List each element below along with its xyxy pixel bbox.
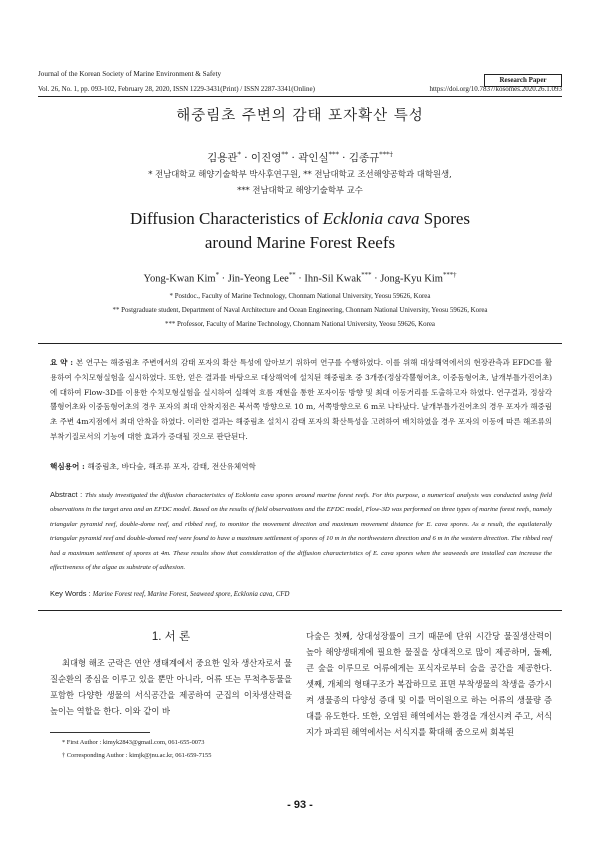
article-type-badge: Research Paper (484, 74, 562, 87)
english-title-line-1 (0, 209, 600, 229)
author-sup: *** (361, 272, 372, 279)
separator: · (288, 152, 299, 164)
keywords-label: Key Words : (50, 589, 93, 598)
separator: · (219, 273, 228, 285)
separator: · (338, 152, 349, 164)
english-abstract (50, 488, 552, 575)
abstract-text: This study investigated the diffusion characteristics of Ecklonia cava spores around marine forest reefs. For this purpose, a numerical analysis was conducted using field observations in the target area and an EFDC model. Based on the results of field observations and the EFDC model, Flow-3D was performed on three types of marine forest reefs, namely triangular pyramid reef, double-dome reef, and ribbed reef, to monitor the movement direction and maximum movement distance for E. cava spores. As a result, the equilaterally triangular pyramid reef and double-domed reef were found to have a maximum settlement of spores of 10 m in the northwestern direction and 6 m in the western direction. The ribbed reef had a maximum settlement of spores at 4m. These results show that consideration of the diffusion characteristics of E. cava spores when the seaweeds are installed can increase the effectiveness of the algae as substrate of adhesion. (50, 492, 552, 572)
body-column-left: 최대형 해조 군락은 연안 생태계에서 중요한 일차 생산자로서 물질순환의 중심을 이루고 있을 뿐만 아니라, 어류 또는 무척추동물을 포함한 다양한 생물의 서식공간을 제공하여 군집의 이차생산력을 높이는 역할을 한다. 이와 같이 바 (50, 658, 292, 716)
separator: · (240, 152, 251, 164)
keywords-text: Marine Forest reef, Marine Forest, Seaweed spore, Ecklonia cava, CFD (92, 591, 290, 598)
korean-keywords (50, 461, 256, 472)
title-text: Spores (419, 209, 471, 228)
author-name: Ihn-Sil Kwak (304, 273, 362, 285)
body-column-right: 다숲은 첫째, 상대성장률이 크기 때문에 단위 시간당 물질생산력이 높아 해양생태계에 필요한 물질을 상대적으로 많이 제공하며, 둘째, 큰 숲을 이루므로 어류에게는 포식자로부터 숨을 공간을 제공한다. 셋째, 개체의 형태구조가 복잡하므로 표면 부착생물의 착생을 증가시켜 생물종의 다양성 증대 및 이를 먹이원으로 하는 어류의 생물량 증대를 유도한다. 또한, 오염된 해역에서는 환경을 개선시켜 주고, 서식지가 파괴된 해역에서는 서식지를 확대해 줌으로써 회복된 (306, 631, 552, 737)
header-rule (38, 96, 562, 97)
author-name: Jin-Yeong Lee (227, 273, 289, 285)
korean-title: 해중림초 주변의 감태 포자확산 특성 (176, 108, 424, 124)
english-authors (0, 272, 600, 285)
korean-affiliation-2: *** 전남대학교 해양기술학부 교수 (237, 185, 363, 195)
doi-link[interactable]: https://doi.org/10.7837/kosomes.2020.26.1.093 (429, 85, 562, 93)
author-sup: * (215, 272, 219, 279)
section-heading: 1. 서 론 (151, 631, 191, 643)
english-affiliation-1: * Postdoc., Faculty of Marine Technology, Chonnam National University, Yeosu 59626, Korea (169, 293, 431, 300)
author-name: 이진영 (250, 152, 282, 164)
footnote-first-author: * First Author : kimyk2843@gmail.com, 061-655-0073 (62, 739, 205, 746)
volume-info: Vol. 26, No. 1, pp. 093-102, February 28, 2020, ISSN 1229-3431(Print) / ISSN 2287-3341(Online) (38, 85, 315, 93)
author-name: 곽인실 (298, 152, 329, 164)
journal-name: Journal of the Korean Society of Marine Environment & Safety (38, 70, 222, 78)
author-sup: * (237, 150, 241, 159)
abstract-label: 요 약 : (50, 358, 76, 367)
english-affiliation-3: *** Professor, Faculty of Marine Technology, Chonnam National University, Yeosu 59626, Korea (165, 321, 435, 328)
english-affiliation-2: ** Postgraduate student, Department of Naval Architecture and Ocean Engineering, Chonnam National University, Yeosu 59626, Korea (112, 307, 488, 314)
keywords-text: 해중림초, 바다숲, 해조류 포자, 감태, 전산유체역학 (87, 462, 256, 471)
korean-authors (0, 150, 600, 165)
korean-affiliation-1: * 전남대학교 해양기술학부 박사후연구원, ** 전남대학교 조선해양공학과 대학원생, (148, 169, 452, 179)
english-keywords (50, 589, 289, 598)
separator: · (371, 273, 381, 285)
author-sup: *** (328, 150, 339, 159)
abstract-rule-bottom (38, 610, 562, 611)
author-name: 김종규 (348, 152, 380, 164)
title-text: Diffusion Characteristics of (129, 209, 323, 228)
author-sup: ***† (442, 272, 457, 279)
species-name: Ecklonia cava (322, 209, 420, 228)
abstract-text: 본 연구는 해중림초 주변에서의 감태 포자의 확산 특성에 알아보기 위하여 연구를 수행하였다. 이를 위해 대상해역에서의 현장관측과 EFDC를 활용하여 수치모형실험을 실시하였다. 또한, 얻은 결과를 바탕으로 대상해역에 설치된 해중림초 중 3개종(정삼각뿔형어초, 이중돔형어초, 날개부틀가진어초)에 대하여 Flow-3D를 이용한 수치모형실험을 실시하여 실해역 흐름 재현을 통한 포자이동 방향 및 최대 이동거리를 도출하고자 하였다. 연구결과, 정삼각뿔형어초와 이중돔형어초의 경우 포자의 최대 안착지점은 북서쪽 방향으로 10 m, 서쪽방향으로 6 m로 나타났다. 날개부틀가진어초의 경우 포자가 해중림초 주변 4m지점에서 최대 안착을 하였다. 이러한 결과는 해중림초 설치시 감태 포자의 확산특성을 고려하여 배치하였을 경우 포자의 이동에 따른 해조류의 부착기질로서의 기능에 대한 효과가 증대될 것으로 판단된다. (50, 358, 552, 441)
abstract-label: Abstract : (50, 490, 85, 499)
abstract-rule-top (38, 343, 562, 344)
author-sup: ** (288, 272, 296, 279)
author-sup: ***† (379, 150, 393, 159)
author-name: Yong-Kwan Kim (143, 273, 216, 285)
separator: · (295, 273, 305, 285)
author-sup: ** (281, 150, 289, 159)
footnote-corresponding-author: † Corresponding Author : kimjk@jnu.ac.kr, 061-659-7155 (62, 752, 212, 759)
footnote-rule (50, 732, 150, 733)
page-number: - 93 - (287, 799, 313, 811)
korean-abstract (50, 356, 552, 445)
author-name: 김용관 (207, 152, 238, 164)
keywords-label: 핵심용어 : (50, 462, 88, 471)
english-title-line-2: around Marine Forest Reefs (204, 233, 396, 252)
author-name: Jong-Kyu Kim (380, 273, 443, 285)
